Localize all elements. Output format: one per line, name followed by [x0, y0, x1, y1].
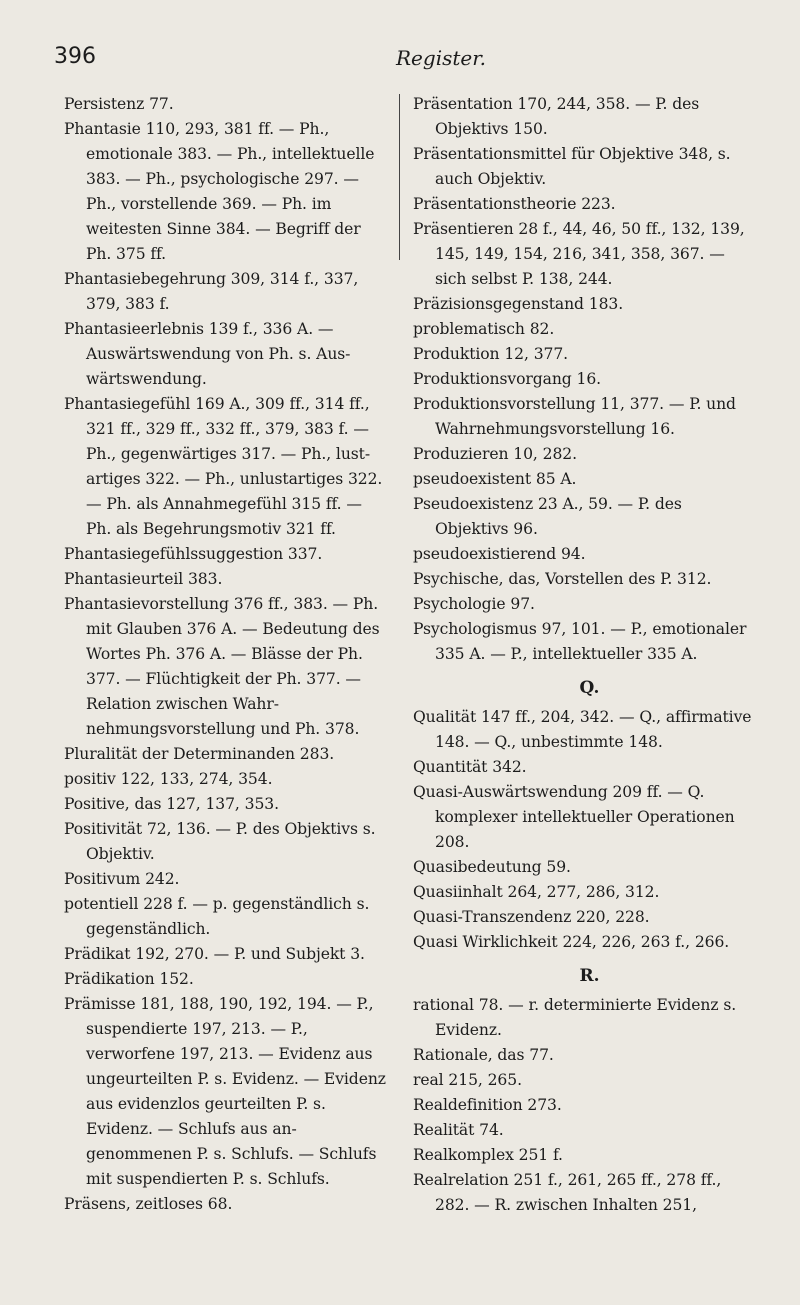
index-entry: Präsens, zeitloses 68. [64, 1195, 233, 1213]
index-entry: Realdefinition 273. [413, 1096, 562, 1114]
index-entry: Produktionsvorgang 16. [413, 370, 602, 388]
index-entry: Psychologie 97. [413, 595, 535, 613]
index-entry: Präzisionsgegenstand 183. [413, 295, 624, 313]
index-entry: Psychische, das, Vorstellen des P. 312. [413, 570, 712, 588]
index-entry: Präsentieren 28 f., 44, 46, 50 ff., 132, 139, 145, 149, 154, 216, 341, 358, 367. — sich selbst P. 138, 244. [413, 220, 745, 288]
index-entry: Phantasieerlebnis 139 f., 336 A. — Auswärtswendung von Ph. s. Auswärtswendung. [64, 320, 351, 388]
index-entry: Produktion 12, 377. [413, 345, 569, 363]
index-entry: Quasibedeutung 59. [413, 858, 571, 876]
index-entry: Prämisse 181, 188, 190, 192, 194. — P., suspendierte 197, 213. — P., verworfene 197, 213. — Evidenz aus ungeurteilten P. s. Evidenz. — Evidenz aus evidenzlos geurteilten P. s. Evidenz. — Schlufs aus angenommenen P. s. Schlufs. — Schlufs mit suspendierten P. s. Schlufs. [64, 995, 386, 1188]
index-entry: Realrelation 251 f., 261, 265 ff., 278 ff., 282. — R. zwischen Inhalten 251, [413, 1171, 722, 1214]
index-entry: Positive, das 127, 137, 353. [64, 795, 279, 813]
index-entry: rational 78. — r. determinierte Evidenz s. Evidenz. [413, 996, 737, 1039]
index-entry: Realität 74. [413, 1121, 504, 1139]
index-entry: Positivum 242. [64, 870, 180, 888]
index-entry: Präsentationsmittel für Objektive 348, s. auch Objektiv. [413, 145, 731, 188]
right-column [413, 92, 758, 1218]
page-header [54, 44, 760, 84]
index-entry: Quasi-Auswärtswendung 209 ff. — Q. komplexer intellektueller Operationen 208. [413, 783, 735, 851]
index-entry: Quantität 342. [413, 758, 527, 776]
index-entry: Phantasievorstellung 376 ff., 383. — Ph. mit Glauben 376 A. — Bedeutung des Wortes Ph. 376 A. — Blässe der Ph. 377. — Flüchtigkeit der Ph. 377. — Relation zwischen Wahrnehmungsvorstellung und Ph. 378. [64, 595, 380, 738]
index-entry: potentiell 228 f. — p. gegenständlich s. gegenständlich. [64, 895, 370, 938]
index-entry: Quasi Wirklichkeit 224, 226, 263 f., 266. [413, 933, 730, 951]
index-entry: Pseudoexistenz 23 A., 59. — P. des Objektivs 96. [413, 495, 682, 538]
index-entry: pseudoexistent 85 A. [413, 470, 577, 488]
index-entry: Prädikation 152. [64, 970, 194, 988]
column-divider [399, 94, 400, 260]
index-entry: Präsentationstheorie 223. [413, 195, 616, 213]
index-entry: positiv 122, 133, 274, 354. [64, 770, 273, 788]
index-entry: Qualität 147 ff., 204, 342. — Q., affirmative 148. — Q., unbestimmte 148. [413, 708, 752, 751]
section-heading-q: Q. [579, 678, 600, 698]
index-entry: problematisch 82. [413, 320, 555, 338]
index-entry: Psychologismus 97, 101. — P., emotionaler 335 A. — P., intellektueller 335 A. [413, 620, 747, 663]
index-entry: Realkomplex 251 f. [413, 1146, 563, 1164]
index-entry: Quasiinhalt 264, 277, 286, 312. [413, 883, 660, 901]
running-title: Register. [396, 46, 486, 70]
index-entry: Phantasie 110, 293, 381 ff. — Ph., emotionale 383. — Ph., intellektuelle 383. — Ph., psychologische 297. — Ph., vorstellende 369. — Ph. im weitesten Sinne 384. — Begriff der Ph. 375 ff. [64, 120, 375, 263]
index-entry: Phantasieurteil 383. [64, 570, 223, 588]
index-entry: real 215, 265. [413, 1071, 522, 1089]
index-entry: Phantasiegefühlssuggestion 337. [64, 545, 323, 563]
index-entry: pseudoexistierend 94. [413, 545, 586, 563]
index-entry: Rationale, das 77. [413, 1046, 554, 1064]
index-entry: Positivität 72, 136. — P. des Objektivs s. Objektiv. [64, 820, 376, 863]
index-entry: Produktionsvorstellung 11, 377. — P. und Wahrnehmungsvorstellung 16. [413, 395, 736, 438]
index-entry: Präsentation 170, 244, 358. — P. des Objektivs 150. [413, 95, 700, 138]
section-heading-r: R. [579, 966, 600, 986]
index-entry: Phantasiegefühl 169 A., 309 ff., 314 ff., 321 ff., 329 ff., 332 ff., 379, 383 f. — Ph., gegenwärtiges 317. — Ph., lustartiges 322. — Ph., unlustartiges 322. — Ph. als Annahmegefühl 315 ff. — Ph. als Begehrungsmotiv 321 ff. [64, 395, 383, 538]
index-entry: Prädikat 192, 270. — P. und Subjekt 3. [64, 945, 365, 963]
index-entry: Quasi-Transzendenz 220, 228. [413, 908, 650, 926]
index-entry: Pluralität der Determinanden 283. [64, 745, 335, 763]
index-entry: Persistenz 77. [64, 95, 174, 113]
left-column [64, 92, 390, 1217]
index-entry: Phantasiebegehrung 309, 314 f., 337, 379, 383 f. [64, 270, 359, 313]
page-number: 396 [54, 44, 96, 69]
index-entry: Produzieren 10, 282. [413, 445, 577, 463]
